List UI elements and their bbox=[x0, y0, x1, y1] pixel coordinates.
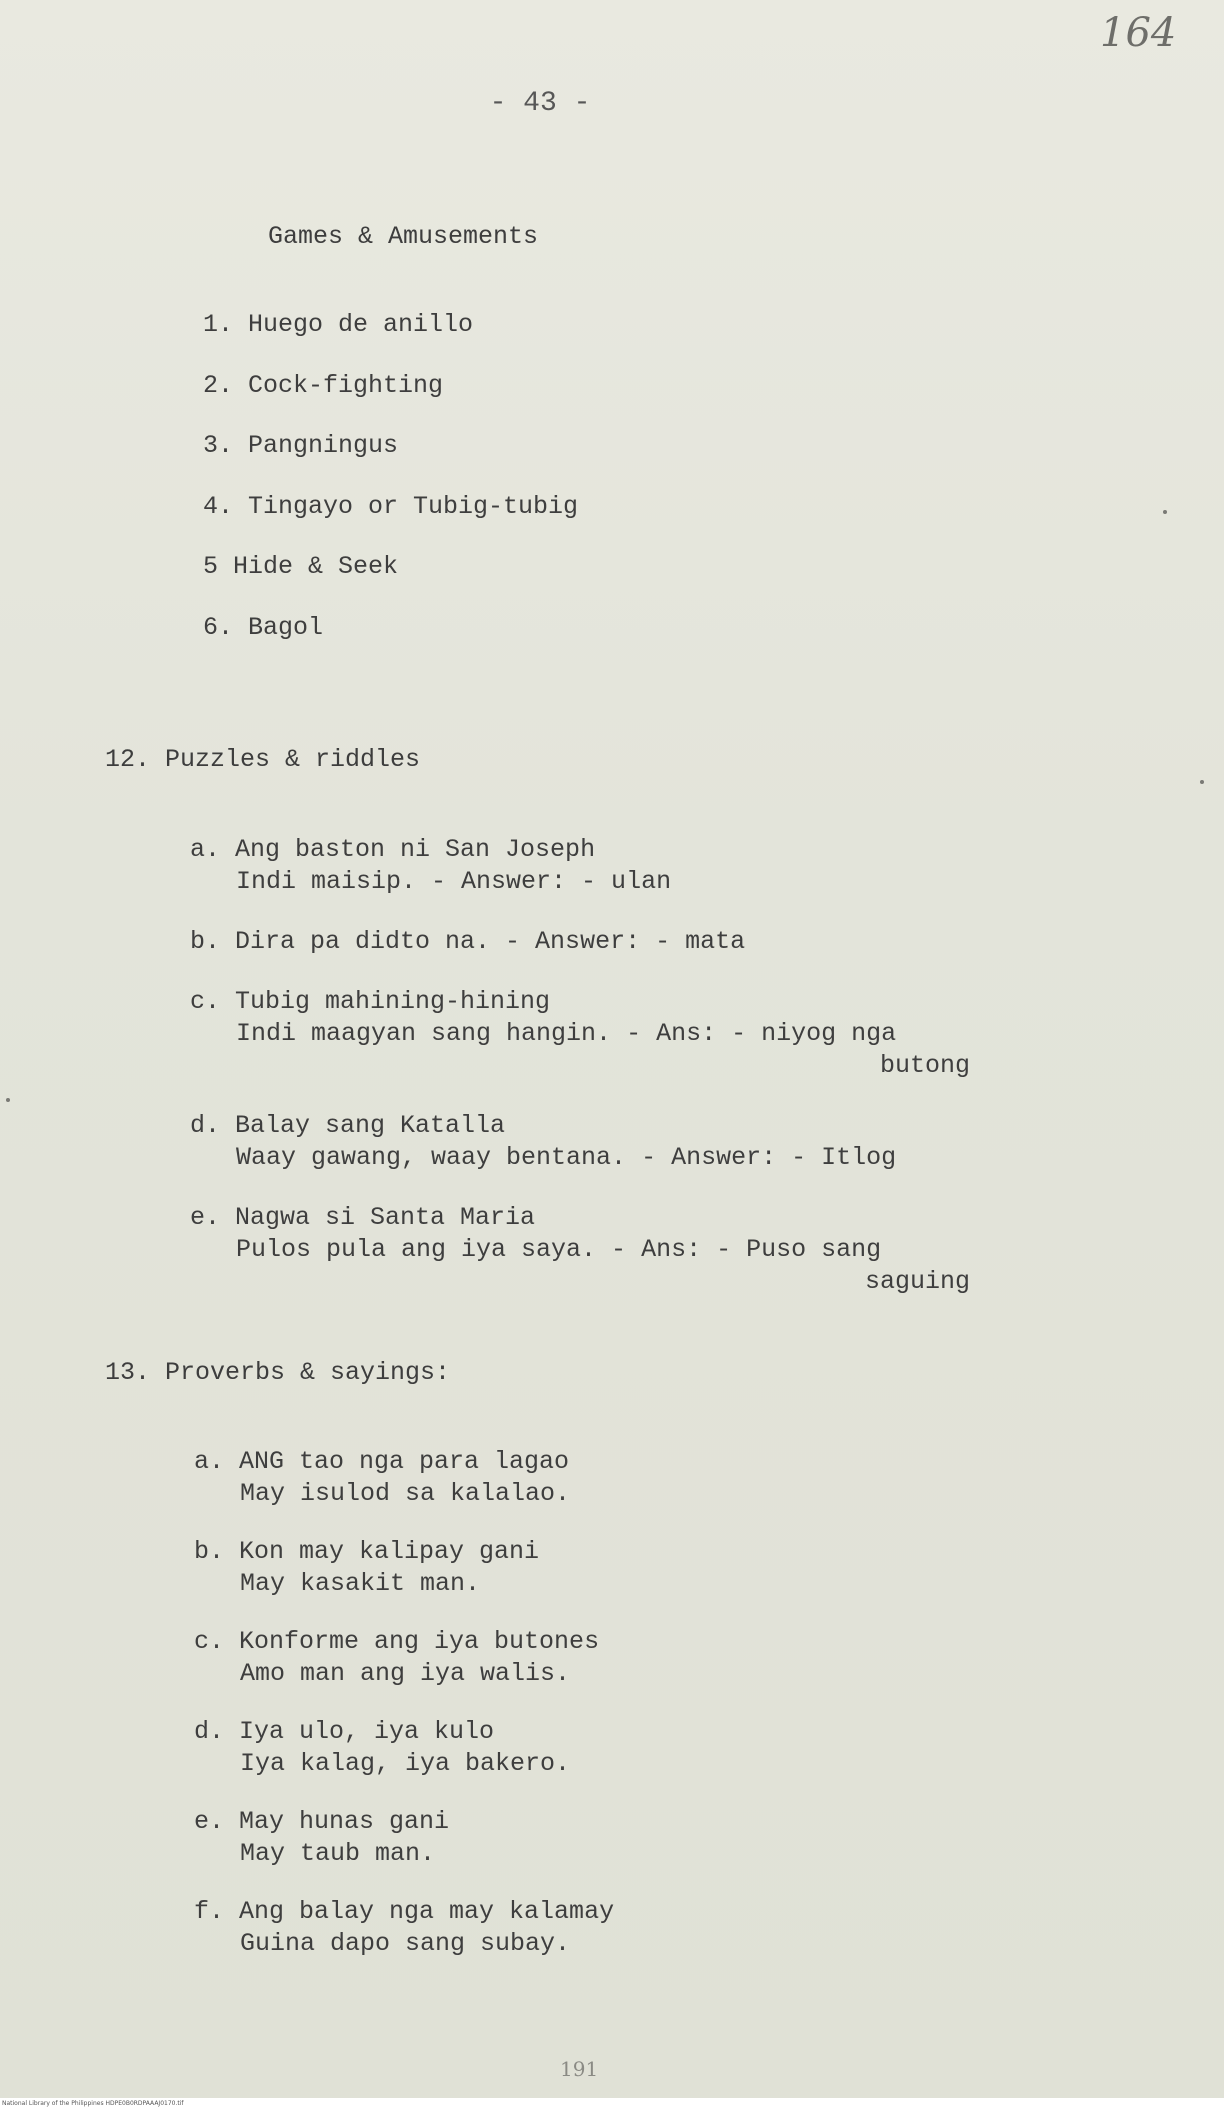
proverb-line: May taub man. bbox=[240, 1839, 436, 1868]
list-item: 5 Hide & Seek bbox=[203, 552, 399, 581]
riddle-line: Indi maagyan sang hangin. - Ans: - niyog nga bbox=[236, 1019, 897, 1048]
riddle-line: Pulos pula ang iya saya. - Ans: - Puso sang bbox=[236, 1235, 882, 1264]
proverb-line: b. Kon may kalipay gani bbox=[194, 1537, 540, 1566]
proverb-line: May isulod sa kalalao. bbox=[240, 1479, 571, 1508]
paper-speck bbox=[1163, 510, 1167, 514]
riddle-line: d. Balay sang Katalla bbox=[190, 1111, 506, 1140]
proverb-line: e. May hunas gani bbox=[194, 1807, 450, 1836]
page-number: - 43 - bbox=[489, 88, 591, 119]
list-item: 6. Bagol bbox=[203, 612, 324, 642]
games-heading: Games & Amusements bbox=[268, 222, 539, 251]
paper-speck bbox=[6, 1098, 10, 1102]
proverbs-list bbox=[194, 1446, 614, 1986]
riddle-item bbox=[190, 986, 1010, 1082]
riddle-continuation: butong bbox=[879, 1051, 970, 1080]
riddle-item bbox=[190, 926, 1010, 958]
list-item: 4. Tingayo or Tubig-tubig bbox=[203, 491, 579, 521]
proverb-line: f. Ang balay nga may kalamay bbox=[194, 1897, 615, 1926]
proverb-item bbox=[194, 1536, 614, 1600]
proverb-line: d. Iya ulo, iya kulo bbox=[194, 1717, 495, 1746]
proverb-line: Iya kalag, iya bakero. bbox=[240, 1749, 571, 1778]
handwritten-folio-number: 164 bbox=[1100, 10, 1177, 56]
games-list bbox=[203, 310, 578, 673]
riddle-line: Waay gawang, waay bentana. - Answer: - Itlog bbox=[236, 1143, 897, 1172]
riddle-line: a. Ang baston ni San Joseph bbox=[190, 835, 596, 864]
riddle-line: e. Nagwa si Santa Maria bbox=[190, 1203, 536, 1232]
proverb-line: c. Konforme ang iya butones bbox=[194, 1627, 600, 1656]
riddle-line: b. Dira pa didto na. - Answer: - mata bbox=[190, 927, 746, 956]
list-item: 2. Cock-fighting bbox=[203, 370, 444, 400]
riddle-item bbox=[190, 834, 1010, 898]
riddle-continuation: saguing bbox=[864, 1267, 970, 1296]
riddles-list bbox=[190, 834, 1010, 1326]
proverb-line: a. ANG tao nga para lagao bbox=[194, 1447, 570, 1476]
proverb-item bbox=[194, 1626, 614, 1690]
proverb-item bbox=[194, 1716, 614, 1780]
proverb-item bbox=[194, 1446, 614, 1510]
proverb-line: Guina dapo sang subay. bbox=[240, 1929, 571, 1958]
proverb-item bbox=[194, 1896, 614, 1960]
riddle-line: Indi maisip. - Answer: - ulan bbox=[236, 867, 672, 896]
riddle-line: c. Tubig mahining-hining bbox=[190, 987, 551, 1016]
proverb-item bbox=[194, 1806, 614, 1870]
proverbs-title: 13. Proverbs & sayings: bbox=[105, 1358, 451, 1387]
riddle-item bbox=[190, 1110, 1010, 1174]
scan-footer: National Library of the Philippines HDPE0B0RDPAAAJ0170.tif bbox=[0, 2098, 1224, 2109]
paper-speck bbox=[1200, 780, 1204, 784]
list-item: 1. Huego de anillo bbox=[203, 310, 474, 339]
riddle-item bbox=[190, 1202, 1010, 1298]
riddles-title: 12. Puzzles & riddles bbox=[105, 745, 421, 774]
list-item: 3. Pangningus bbox=[203, 431, 399, 460]
proverb-line: May kasakit man. bbox=[240, 1569, 481, 1598]
proverb-line: Amo man ang iya walis. bbox=[240, 1659, 571, 1688]
archive-stamp-number: 191 bbox=[560, 2057, 599, 2081]
